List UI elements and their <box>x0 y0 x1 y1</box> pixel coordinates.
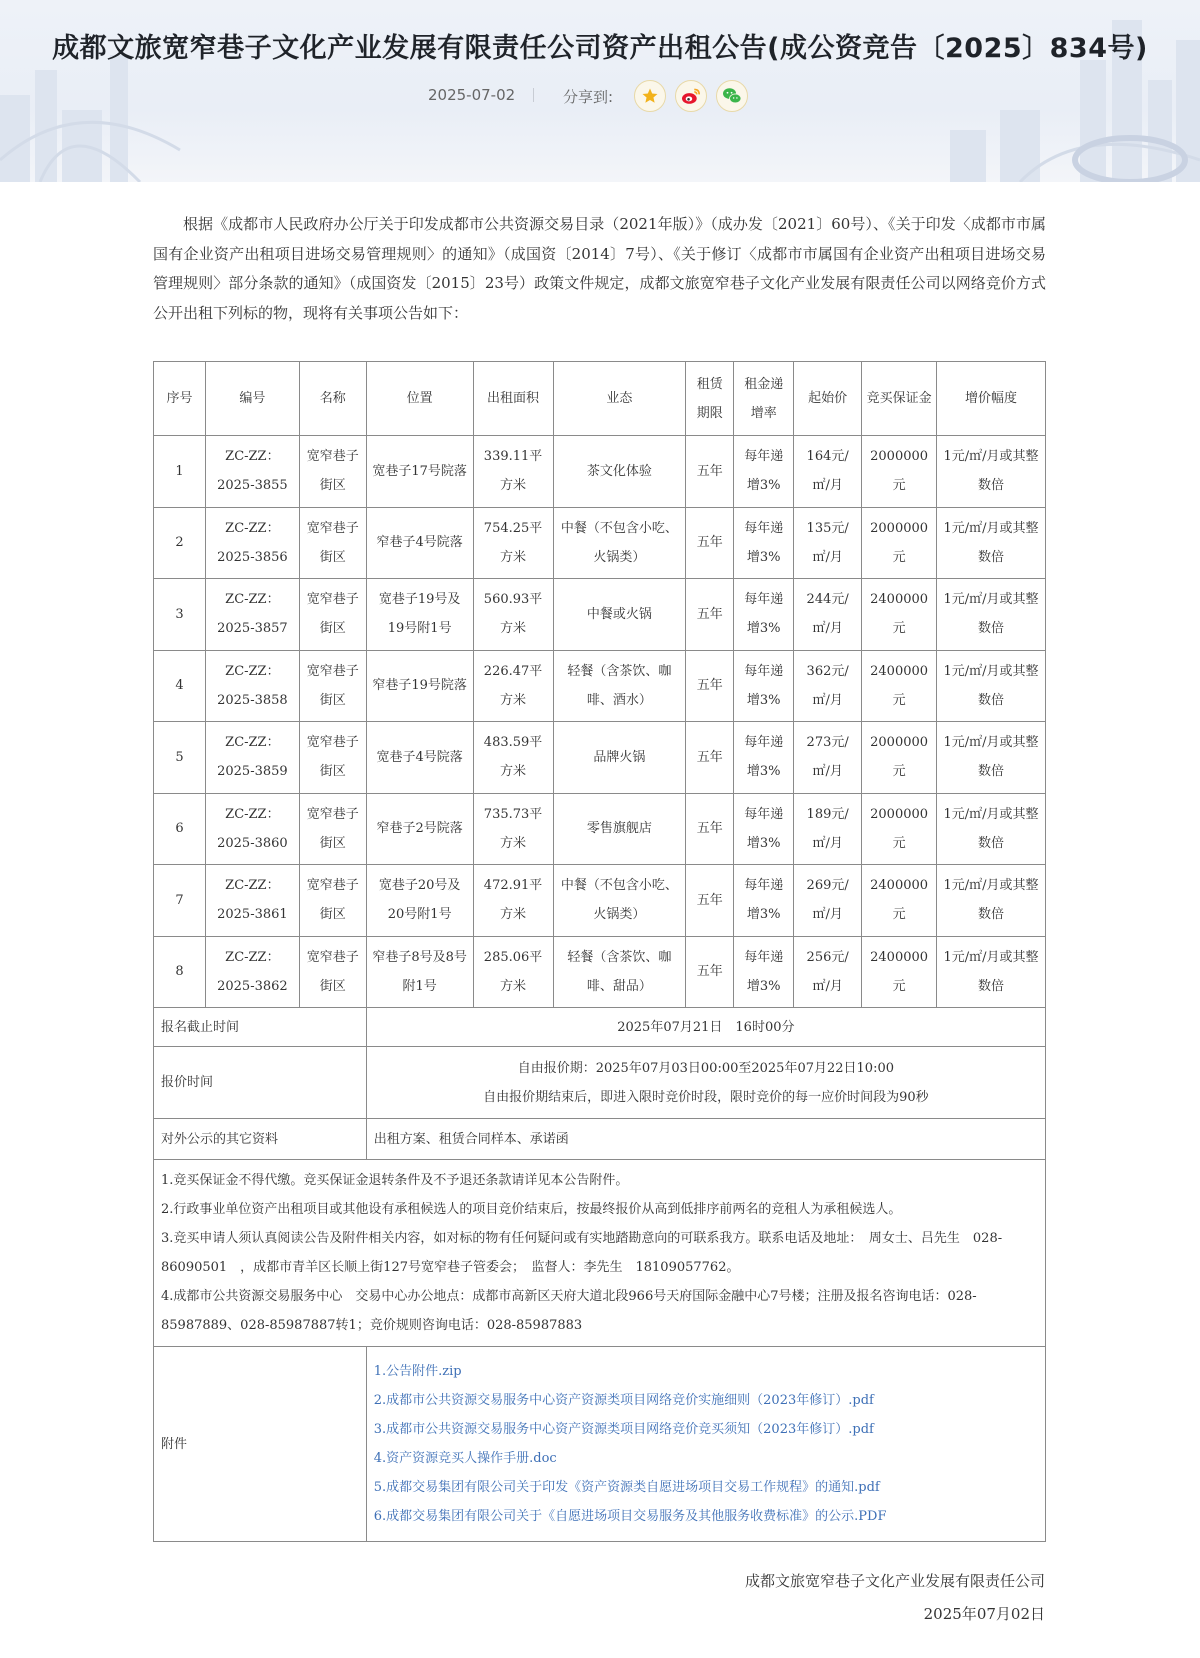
attachment-link[interactable]: 1.公告附件.zip <box>373 1364 462 1379</box>
other-materials-label: 对外公示的其它资料 <box>154 1119 367 1160</box>
asset-code-cell: ZC-ZZ：2025-3856 <box>205 507 299 579</box>
footer-organization: 成都文旅宽窄巷子文化产业发展有限责任公司 <box>744 1572 1045 1590</box>
attachment-link[interactable]: 6.成都交易集团有限公司关于《自愿进场项目交易服务及其他服务收费标准》的公示.PDF <box>373 1509 887 1524</box>
attachment-link[interactable]: 2.成都市公共资源交易服务中心资产资源类项目网络竞价实施细则（2023年修订）.pdf <box>373 1393 874 1408</box>
location-cell: 窄巷子4号院落 <box>366 507 473 579</box>
area-cell: 285.06平方米 <box>473 936 553 1008</box>
starting-price-cell: 256元/㎡/月 <box>794 936 862 1008</box>
asset-code-cell: ZC-ZZ：2025-3862 <box>205 936 299 1008</box>
business-type-cell: 中餐（不包含小吃、火锅类） <box>553 865 686 937</box>
attachment-link[interactable]: 5.成都交易集团有限公司关于印发《资产资源类自愿进场项目交易工作规程》的通知.pdf <box>373 1480 880 1495</box>
deadline-label: 报名截止时间 <box>154 1008 367 1047</box>
header-cell: 起始价 <box>794 362 862 436</box>
bid-time-value <box>366 1047 1045 1119</box>
note-item: 4.成都市公共资源交易服务中心 交易中心办公地点：成都市高新区天府大道北段966号天府国际金融中心7号楼；注册及报名咨询电话：028-85987889、028-85987887转1；竞价规则咨询电话：028-85987883 <box>161 1289 977 1333</box>
notes-row <box>154 1160 1046 1347</box>
row-index-cell: 2 <box>154 507 206 579</box>
attachment-link[interactable]: 4.资产资源竞买人操作手册.doc <box>373 1451 557 1466</box>
starting-price-cell: 135元/㎡/月 <box>794 507 862 579</box>
rent-increase-cell: 每年递增3% <box>734 436 794 508</box>
location-cell: 宽巷子4号院落 <box>366 722 473 794</box>
share-wechat-button[interactable] <box>716 80 748 112</box>
rent-increase-cell: 每年递增3% <box>734 579 794 651</box>
table-row <box>154 650 1046 722</box>
row-index-cell: 4 <box>154 650 206 722</box>
announcement-body <box>153 210 1046 328</box>
asset-name-cell: 宽窄巷子街区 <box>299 650 366 722</box>
business-type-cell: 中餐或火锅 <box>553 579 686 651</box>
bid-time-label: 报价时间 <box>154 1047 367 1119</box>
attachments-row <box>154 1347 1046 1542</box>
row-index-cell: 1 <box>154 436 206 508</box>
bid-increment-cell: 1元/㎡/月或其整数倍 <box>937 793 1046 865</box>
meta-row <box>0 80 1200 110</box>
location-cell: 窄巷子8号及8号附1号 <box>366 936 473 1008</box>
location-cell: 宽巷子20号及20号附1号 <box>366 865 473 937</box>
lease-term-cell: 五年 <box>686 436 734 508</box>
header-cell: 租金递增率 <box>734 362 794 436</box>
rent-increase-cell: 每年递增3% <box>734 936 794 1008</box>
table-row <box>154 936 1046 1008</box>
business-type-cell: 零售旗舰店 <box>553 793 686 865</box>
area-cell: 339.11平方米 <box>473 436 553 508</box>
deadline-value: 2025年07月21日 16时00分 <box>366 1008 1045 1047</box>
rent-increase-cell: 每年递增3% <box>734 793 794 865</box>
table-row <box>154 579 1046 651</box>
header-cell: 名称 <box>299 362 366 436</box>
attachments-label: 附件 <box>154 1347 367 1542</box>
row-index-cell: 3 <box>154 579 206 651</box>
row-index-cell: 5 <box>154 722 206 794</box>
other-materials-row <box>154 1119 1046 1160</box>
table-row <box>154 507 1046 579</box>
header-cell: 竞买保证金 <box>862 362 937 436</box>
rent-increase-cell: 每年递增3% <box>734 650 794 722</box>
lease-term-cell: 五年 <box>686 650 734 722</box>
location-cell: 宽巷子19号及19号附1号 <box>366 579 473 651</box>
bid-increment-cell: 1元/㎡/月或其整数倍 <box>937 579 1046 651</box>
asset-name-cell: 宽窄巷子街区 <box>299 722 366 794</box>
business-type-cell: 品牌火锅 <box>553 722 686 794</box>
asset-name-cell: 宽窄巷子街区 <box>299 436 366 508</box>
lease-items-table <box>153 361 1046 1542</box>
header-cell: 编号 <box>205 362 299 436</box>
table-row <box>154 865 1046 937</box>
bid-time-row <box>154 1047 1046 1119</box>
area-cell: 735.73平方米 <box>473 793 553 865</box>
share-weibo-button[interactable] <box>675 80 707 112</box>
header-cell: 业态 <box>553 362 686 436</box>
note-item: 1.竞买保证金不得代缴。竞买保证金退转条件及不予退还条款请详见本公告附件。 <box>161 1173 629 1188</box>
header-cell: 租赁期限 <box>686 362 734 436</box>
deposit-cell: 2400000元 <box>862 579 937 651</box>
page-header <box>0 0 1200 182</box>
notes-cell <box>154 1160 1046 1347</box>
asset-code-cell: ZC-ZZ：2025-3859 <box>205 722 299 794</box>
deposit-cell: 2400000元 <box>862 936 937 1008</box>
asset-code-cell: ZC-ZZ：2025-3857 <box>205 579 299 651</box>
asset-code-cell: ZC-ZZ：2025-3860 <box>205 793 299 865</box>
location-cell: 窄巷子19号院落 <box>366 650 473 722</box>
asset-code-cell: ZC-ZZ：2025-3861 <box>205 865 299 937</box>
business-type-cell: 轻餐（含茶饮、咖啡、酒水） <box>553 650 686 722</box>
rent-increase-cell: 每年递增3% <box>734 865 794 937</box>
area-cell: 754.25平方米 <box>473 507 553 579</box>
share-favorite-button[interactable] <box>634 80 666 112</box>
lease-term-cell: 五年 <box>686 722 734 794</box>
starting-price-cell: 164元/㎡/月 <box>794 436 862 508</box>
asset-name-cell: 宽窄巷子街区 <box>299 793 366 865</box>
business-type-cell: 茶文化体验 <box>553 436 686 508</box>
deposit-cell: 2000000元 <box>862 507 937 579</box>
wechat-icon <box>722 87 742 105</box>
other-materials-value: 出租方案、租赁合同样本、承诺函 <box>366 1119 1045 1160</box>
bid-increment-cell: 1元/㎡/月或其整数倍 <box>937 865 1046 937</box>
asset-name-cell: 宽窄巷子街区 <box>299 507 366 579</box>
starting-price-cell: 244元/㎡/月 <box>794 579 862 651</box>
location-cell: 窄巷子2号院落 <box>366 793 473 865</box>
business-type-cell: 中餐（不包含小吃、火锅类） <box>553 507 686 579</box>
table-row <box>154 722 1046 794</box>
page-title: 成都文旅宽窄巷子文化产业发展有限责任公司资产出租公告(成公资竞告〔2025〕834号) <box>52 33 1148 64</box>
area-cell: 226.47平方米 <box>473 650 553 722</box>
asset-code-cell: ZC-ZZ：2025-3855 <box>205 436 299 508</box>
deposit-cell: 2000000元 <box>862 436 937 508</box>
rent-increase-cell: 每年递增3% <box>734 722 794 794</box>
deposit-cell: 2400000元 <box>862 650 937 722</box>
row-index-cell: 7 <box>154 865 206 937</box>
table-row <box>154 436 1046 508</box>
lease-term-cell: 五年 <box>686 936 734 1008</box>
note-item: 3.竞买申请人须认真阅读公告及附件相关内容，如对标的物有任何疑问或有实地踏勘意向的可联系我方。联系电话及地址： 周女士、吕先生 028-86090501 ，成都市青羊区长顺上街127号宽窄巷子管委会； 监督人：李先生 18109057762。 <box>161 1231 1003 1275</box>
area-cell: 483.59平方米 <box>473 722 553 794</box>
area-cell: 560.93平方米 <box>473 579 553 651</box>
lease-term-cell: 五年 <box>686 579 734 651</box>
header-cell: 增价幅度 <box>937 362 1046 436</box>
share-label: 分享到: <box>563 88 614 106</box>
publish-date: 2025-07-02 <box>428 86 516 104</box>
starting-price-cell: 362元/㎡/月 <box>794 650 862 722</box>
business-type-cell: 轻餐（含茶饮、咖啡、甜品） <box>553 936 686 1008</box>
header-cell: 位置 <box>366 362 473 436</box>
starting-price-cell: 189元/㎡/月 <box>794 793 862 865</box>
note-item: 2.行政事业单位资产出租项目或其他设有承租候选人的项目竞价结束后，按最终报价从高到低排序前两名的竞租人为承租候选人。 <box>161 1202 902 1217</box>
intro-paragraph: 根据《成都市人民政府办公厅关于印发成都市公共资源交易目录（2021年版）》（成办发〔2021〕60号）、《关于印发〈成都市市属国有企业资产出租项目进场交易管理规则〉的通知》（成国资〔2014〕7号）、《关于修订〈成都市市属国有企业资产出租项目进场交易管理规则〉部分条款的通知》（成国资发〔2015〕23号）政策文件规定，成都文旅宽窄巷子文化产业发展有限责任公司以网络竞价方式公开出租下列标的物，现将有关事项公告如下： <box>153 215 1046 322</box>
table-row <box>154 793 1046 865</box>
area-cell: 472.91平方米 <box>473 865 553 937</box>
attachments-list <box>366 1347 1045 1542</box>
star-icon <box>641 87 659 105</box>
bid-increment-cell: 1元/㎡/月或其整数倍 <box>937 936 1046 1008</box>
deadline-row <box>154 1008 1046 1047</box>
starting-price-cell: 269元/㎡/月 <box>794 865 862 937</box>
deposit-cell: 2400000元 <box>862 865 937 937</box>
deposit-cell: 2000000元 <box>862 722 937 794</box>
lease-term-cell: 五年 <box>686 865 734 937</box>
header-cell: 序号 <box>154 362 206 436</box>
bid-increment-cell: 1元/㎡/月或其整数倍 <box>937 436 1046 508</box>
asset-name-cell: 宽窄巷子街区 <box>299 865 366 937</box>
bid-time-line2: 自由报价期结束后，即进入限时竞价时段，限时竞价的每一应价时间段为90秒 <box>483 1089 929 1105</box>
footer-date: 2025年07月02日 <box>923 1605 1045 1623</box>
deposit-cell: 2000000元 <box>862 793 937 865</box>
row-index-cell: 8 <box>154 936 206 1008</box>
lease-term-cell: 五年 <box>686 507 734 579</box>
weibo-icon <box>681 87 701 105</box>
bid-increment-cell: 1元/㎡/月或其整数倍 <box>937 507 1046 579</box>
lease-term-cell: 五年 <box>686 793 734 865</box>
attachment-link[interactable]: 3.成都市公共资源交易服务中心资产资源类项目网络竞价竞买须知（2023年修订）.pdf <box>373 1422 874 1437</box>
bid-increment-cell: 1元/㎡/月或其整数倍 <box>937 650 1046 722</box>
header-cell: 出租面积 <box>473 362 553 436</box>
bid-time-line1: 自由报价期：2025年07月03日00:00至2025年07月22日10:00 <box>517 1060 894 1076</box>
location-cell: 宽巷子17号院落 <box>366 436 473 508</box>
starting-price-cell: 273元/㎡/月 <box>794 722 862 794</box>
asset-code-cell: ZC-ZZ：2025-3858 <box>205 650 299 722</box>
bid-increment-cell: 1元/㎡/月或其整数倍 <box>937 722 1046 794</box>
table-header-row <box>154 362 1046 436</box>
row-index-cell: 6 <box>154 793 206 865</box>
meta-divider <box>533 88 534 102</box>
asset-name-cell: 宽窄巷子街区 <box>299 936 366 1008</box>
rent-increase-cell: 每年递增3% <box>734 507 794 579</box>
asset-name-cell: 宽窄巷子街区 <box>299 579 366 651</box>
